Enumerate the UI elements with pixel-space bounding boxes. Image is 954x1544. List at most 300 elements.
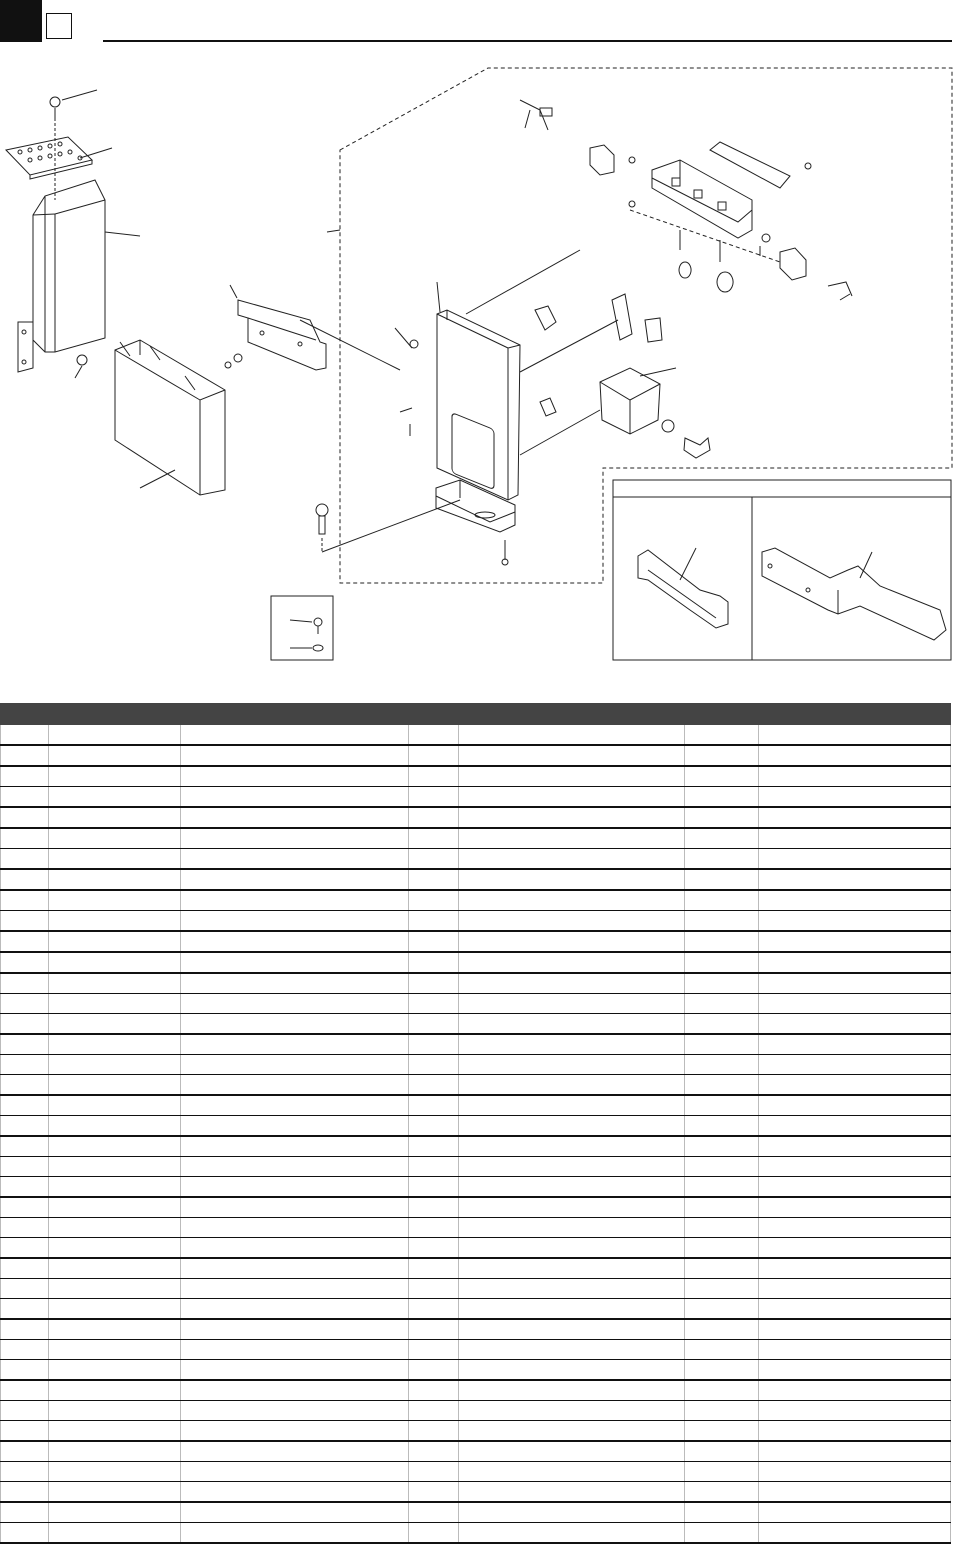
table-cell xyxy=(685,1279,759,1299)
table-cell xyxy=(685,1177,759,1198)
table-cell xyxy=(685,828,759,849)
table-cell xyxy=(759,1218,951,1238)
table-cell xyxy=(1,1034,49,1055)
manifold-assembly xyxy=(520,100,852,300)
table-cell xyxy=(409,1502,459,1523)
table-cell xyxy=(685,1034,759,1055)
table-cell xyxy=(49,1462,181,1482)
table-cell xyxy=(1,890,49,911)
table-cell xyxy=(759,1095,951,1116)
table-cell xyxy=(459,745,685,766)
table-cell xyxy=(409,1360,459,1381)
table-cell xyxy=(759,1401,951,1421)
table-cell xyxy=(49,931,181,952)
table-cell xyxy=(49,849,181,870)
table-cell xyxy=(685,1258,759,1279)
table-cell xyxy=(181,1462,409,1482)
table-cell xyxy=(759,807,951,828)
table-cell xyxy=(459,994,685,1014)
table-cell xyxy=(685,1340,759,1360)
table-cell xyxy=(181,1258,409,1279)
table-row xyxy=(1,1380,951,1401)
table-row xyxy=(1,1075,951,1096)
table-cell xyxy=(1,869,49,890)
table-cell xyxy=(459,1401,685,1421)
table-cell xyxy=(685,1380,759,1401)
table-cell xyxy=(1,1075,49,1096)
table-cell xyxy=(181,1401,409,1421)
table-cell xyxy=(459,1218,685,1238)
table-cell xyxy=(409,1523,459,1544)
table-cell xyxy=(181,1238,409,1259)
table-cell xyxy=(685,1401,759,1421)
bracket-left xyxy=(225,285,400,370)
table-cell xyxy=(409,1380,459,1401)
table-cell xyxy=(49,828,181,849)
table-cell xyxy=(49,1502,181,1523)
table-cell xyxy=(49,1075,181,1096)
base-bracket xyxy=(436,480,515,565)
table-cell xyxy=(759,1319,951,1340)
table-row xyxy=(1,952,951,973)
table-cell xyxy=(685,807,759,828)
table-cell xyxy=(1,1299,49,1320)
table-cell xyxy=(759,787,951,808)
table-cell xyxy=(1,1218,49,1238)
table-cell xyxy=(181,1136,409,1157)
table-cell xyxy=(459,1197,685,1218)
table-cell xyxy=(49,807,181,828)
table-cell xyxy=(409,787,459,808)
table-cell xyxy=(459,828,685,849)
table-cell xyxy=(409,931,459,952)
table-cell xyxy=(181,1197,409,1218)
table-cell xyxy=(685,1218,759,1238)
table-row xyxy=(1,1258,951,1279)
table-cell xyxy=(409,1075,459,1096)
table-cell xyxy=(759,1441,951,1462)
table-cell xyxy=(409,952,459,973)
table-cell xyxy=(49,911,181,932)
table-cell xyxy=(459,1034,685,1055)
table-cell xyxy=(181,766,409,787)
table-cell xyxy=(409,1340,459,1360)
table-cell xyxy=(1,1116,49,1137)
table-cell xyxy=(759,1523,951,1544)
table-cell xyxy=(459,1177,685,1198)
table-cell xyxy=(459,1279,685,1299)
table-cell xyxy=(409,1279,459,1299)
mounting-plate xyxy=(395,282,520,500)
table-cell xyxy=(1,1319,49,1340)
table-cell xyxy=(49,1319,181,1340)
table-cell xyxy=(181,828,409,849)
table-cell xyxy=(759,1360,951,1381)
table-cell xyxy=(49,745,181,766)
table-cell xyxy=(49,1401,181,1421)
table-cell xyxy=(49,890,181,911)
table-cell xyxy=(49,1279,181,1299)
table-cell xyxy=(49,1421,181,1442)
table-cell xyxy=(459,807,685,828)
table-cell xyxy=(181,994,409,1014)
table-cell xyxy=(685,1014,759,1035)
table-cell xyxy=(409,1299,459,1320)
table-cell xyxy=(1,1014,49,1035)
table-cell xyxy=(49,1095,181,1116)
table-cell xyxy=(459,1238,685,1259)
table-cell xyxy=(1,1095,49,1116)
table-cell xyxy=(409,994,459,1014)
table-cell xyxy=(685,1360,759,1381)
table-cell xyxy=(409,911,459,932)
table-cell xyxy=(409,973,459,994)
table-cell xyxy=(459,1055,685,1075)
table-cell xyxy=(1,1177,49,1198)
table-cell xyxy=(1,1258,49,1279)
table-cell xyxy=(759,1116,951,1137)
table-cell xyxy=(409,1462,459,1482)
table-cell xyxy=(409,1238,459,1259)
table-cell xyxy=(759,869,951,890)
table-row xyxy=(1,725,951,746)
header-rule xyxy=(103,40,952,42)
table-cell xyxy=(685,1482,759,1503)
header-cell xyxy=(181,704,409,725)
table-row xyxy=(1,1136,951,1157)
table-row xyxy=(1,1238,951,1259)
table-cell xyxy=(459,1136,685,1157)
table-row xyxy=(1,1218,951,1238)
table-row xyxy=(1,1299,951,1320)
table-cell xyxy=(685,849,759,870)
table-cell xyxy=(1,911,49,932)
table-cell xyxy=(759,1340,951,1360)
table-cell xyxy=(1,1401,49,1421)
table-cell xyxy=(409,1218,459,1238)
table-cell xyxy=(49,1034,181,1055)
table-cell xyxy=(49,952,181,973)
table-cell xyxy=(409,869,459,890)
table-cell xyxy=(685,931,759,952)
table-row xyxy=(1,1055,951,1075)
header-cell xyxy=(409,704,459,725)
table-cell xyxy=(1,994,49,1014)
table-cell xyxy=(685,1136,759,1157)
table-cell xyxy=(459,952,685,973)
table-cell xyxy=(181,1014,409,1035)
table-cell xyxy=(181,911,409,932)
table-cell xyxy=(685,745,759,766)
table-row xyxy=(1,1157,951,1177)
table-cell xyxy=(409,1055,459,1075)
table-cell xyxy=(181,1157,409,1177)
table-cell xyxy=(759,1299,951,1320)
table-cell xyxy=(459,1116,685,1137)
table-cell xyxy=(685,911,759,932)
table-cell xyxy=(759,766,951,787)
table-cell xyxy=(49,1482,181,1503)
table-row xyxy=(1,787,951,808)
table-row xyxy=(1,807,951,828)
table-cell xyxy=(759,1279,951,1299)
table-cell xyxy=(459,931,685,952)
table-cell xyxy=(759,911,951,932)
table-cell xyxy=(409,1116,459,1137)
table-cell xyxy=(181,1055,409,1075)
table-cell xyxy=(181,725,409,746)
table-cell xyxy=(459,766,685,787)
table-cell xyxy=(1,1055,49,1075)
table-cell xyxy=(49,973,181,994)
table-cell xyxy=(459,1157,685,1177)
table-cell xyxy=(181,1034,409,1055)
table-row xyxy=(1,1095,951,1116)
section-tab-black xyxy=(0,0,42,42)
table-cell xyxy=(49,1177,181,1198)
table-cell xyxy=(685,1197,759,1218)
table-cell xyxy=(409,1157,459,1177)
table-cell xyxy=(759,1421,951,1442)
table-row xyxy=(1,1319,951,1340)
table-cell xyxy=(759,1075,951,1096)
table-cell xyxy=(49,1116,181,1137)
table-cell xyxy=(1,1523,49,1544)
header-cell xyxy=(759,704,951,725)
table-cell xyxy=(459,1258,685,1279)
table-cell xyxy=(685,952,759,973)
table-cell xyxy=(759,1177,951,1198)
table-cell xyxy=(49,725,181,746)
table-cell xyxy=(459,1014,685,1035)
table-row xyxy=(1,828,951,849)
table-cell xyxy=(181,931,409,952)
table-cell xyxy=(685,1462,759,1482)
table-cell xyxy=(181,890,409,911)
pneumatic-components xyxy=(535,294,710,458)
table-cell xyxy=(685,1299,759,1320)
table-cell xyxy=(1,931,49,952)
table-cell xyxy=(459,890,685,911)
table-row xyxy=(1,1034,951,1055)
table-cell xyxy=(759,973,951,994)
table-cell xyxy=(759,994,951,1014)
parts-table xyxy=(0,703,951,1544)
table-cell xyxy=(1,1238,49,1259)
table-cell xyxy=(759,1258,951,1279)
table-cell xyxy=(685,869,759,890)
table-cell xyxy=(409,1034,459,1055)
table-row xyxy=(1,1462,951,1482)
table-cell xyxy=(759,1482,951,1503)
table-cell xyxy=(49,1014,181,1035)
table-cell xyxy=(685,1055,759,1075)
table-row xyxy=(1,994,951,1014)
table-cell xyxy=(409,1177,459,1198)
table-cell xyxy=(181,787,409,808)
table-cell xyxy=(459,1421,685,1442)
table-cell xyxy=(459,1319,685,1340)
table-cell xyxy=(181,1319,409,1340)
table-cell xyxy=(409,1197,459,1218)
front-cover xyxy=(115,340,225,495)
table-cell xyxy=(181,869,409,890)
table-cell xyxy=(459,1502,685,1523)
table-row xyxy=(1,890,951,911)
table-cell xyxy=(181,1441,409,1462)
table-cell xyxy=(49,994,181,1014)
table-cell xyxy=(409,745,459,766)
header-cell xyxy=(685,704,759,725)
table-cell xyxy=(1,1502,49,1523)
table-cell xyxy=(409,766,459,787)
table-row xyxy=(1,1482,951,1503)
table-cell xyxy=(459,1523,685,1544)
table-cell xyxy=(49,1360,181,1381)
table-cell xyxy=(1,1279,49,1299)
table-cell xyxy=(759,931,951,952)
table-cell xyxy=(181,1299,409,1320)
table-cell xyxy=(409,1482,459,1503)
table-row xyxy=(1,766,951,787)
table-cell xyxy=(685,1502,759,1523)
table-cell xyxy=(49,1238,181,1259)
table-cell xyxy=(1,1441,49,1462)
table-cell xyxy=(685,994,759,1014)
table-row xyxy=(1,1401,951,1421)
table-cell xyxy=(1,1136,49,1157)
table-row xyxy=(1,1014,951,1035)
table-cell xyxy=(1,1197,49,1218)
table-row xyxy=(1,911,951,932)
table-cell xyxy=(409,1401,459,1421)
table-row xyxy=(1,1279,951,1299)
table-cell xyxy=(685,1523,759,1544)
table-cell xyxy=(409,828,459,849)
table-cell xyxy=(685,766,759,787)
table-cell xyxy=(759,890,951,911)
table-cell xyxy=(1,766,49,787)
table-cell xyxy=(49,1340,181,1360)
table-cell xyxy=(1,725,49,746)
table-cell xyxy=(1,1421,49,1442)
table-row xyxy=(1,745,951,766)
table-cell xyxy=(759,745,951,766)
table-cell xyxy=(459,1075,685,1096)
table-cell xyxy=(759,725,951,746)
table-cell xyxy=(1,973,49,994)
table-cell xyxy=(49,1055,181,1075)
table-cell xyxy=(759,1136,951,1157)
table-cell xyxy=(49,1523,181,1544)
table-cell xyxy=(409,849,459,870)
table-cell xyxy=(1,745,49,766)
table-cell xyxy=(759,1238,951,1259)
table-cell xyxy=(459,849,685,870)
table-cell xyxy=(1,828,49,849)
table-cell xyxy=(409,1014,459,1035)
table-cell xyxy=(759,1034,951,1055)
table-cell xyxy=(1,1340,49,1360)
table-cell xyxy=(459,787,685,808)
table-cell xyxy=(759,849,951,870)
table-row xyxy=(1,1421,951,1442)
table-cell xyxy=(181,1116,409,1137)
table-cell xyxy=(409,1441,459,1462)
table-cell xyxy=(49,1218,181,1238)
table-cell xyxy=(459,869,685,890)
table-row xyxy=(1,973,951,994)
long-screw xyxy=(316,500,460,552)
table-cell xyxy=(409,725,459,746)
housing-box xyxy=(18,180,140,378)
table-row xyxy=(1,931,951,952)
table-cell xyxy=(459,1482,685,1503)
table-cell xyxy=(1,1157,49,1177)
table-cell xyxy=(1,787,49,808)
table-cell xyxy=(409,1136,459,1157)
table-cell xyxy=(459,1360,685,1381)
table-cell xyxy=(181,849,409,870)
table-cell xyxy=(181,952,409,973)
table-cell xyxy=(759,952,951,973)
table-cell xyxy=(459,911,685,932)
table-cell xyxy=(49,1197,181,1218)
table-cell xyxy=(459,1462,685,1482)
header-cell xyxy=(49,704,181,725)
table-row xyxy=(1,1360,951,1381)
table-cell xyxy=(459,1380,685,1401)
table-cell xyxy=(181,1177,409,1198)
table-cell xyxy=(759,1197,951,1218)
table-cell xyxy=(181,1279,409,1299)
table-cell xyxy=(759,1055,951,1075)
table-cell xyxy=(409,1258,459,1279)
table-row xyxy=(1,1116,951,1137)
table-cell xyxy=(685,1441,759,1462)
table-cell xyxy=(1,1360,49,1381)
table-cell xyxy=(409,1421,459,1442)
table-cell xyxy=(409,890,459,911)
table-cell xyxy=(181,1380,409,1401)
table-row xyxy=(1,1197,951,1218)
table-cell xyxy=(49,1441,181,1462)
table-cell xyxy=(1,849,49,870)
parts-table-header xyxy=(1,704,951,725)
table-cell xyxy=(459,1299,685,1320)
table-cell xyxy=(1,807,49,828)
table-cell xyxy=(685,787,759,808)
table-cell xyxy=(49,766,181,787)
table-cell xyxy=(685,1075,759,1096)
table-cell xyxy=(459,1095,685,1116)
table-cell xyxy=(459,1340,685,1360)
table-cell xyxy=(409,1319,459,1340)
table-cell xyxy=(181,1523,409,1544)
table-cell xyxy=(49,1157,181,1177)
table-cell xyxy=(759,828,951,849)
table-cell xyxy=(685,725,759,746)
table-cell xyxy=(685,1116,759,1137)
table-cell xyxy=(409,807,459,828)
table-row xyxy=(1,1340,951,1360)
table-cell xyxy=(49,869,181,890)
header-cell xyxy=(1,704,49,725)
table-cell xyxy=(1,952,49,973)
table-cell xyxy=(181,1360,409,1381)
exploded-parts-diagram xyxy=(0,55,954,665)
table-cell xyxy=(1,1380,49,1401)
